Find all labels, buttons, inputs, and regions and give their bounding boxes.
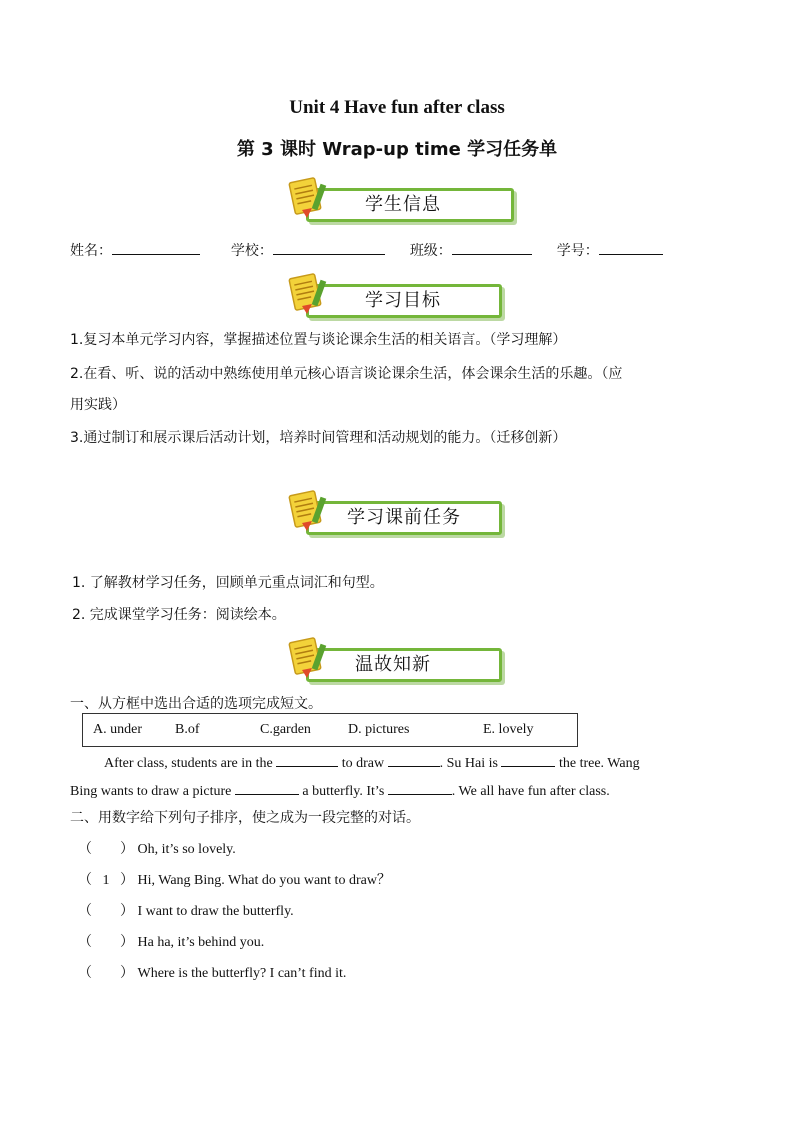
passage-blank-2[interactable]: [388, 752, 440, 767]
section-banner-review: [286, 636, 516, 680]
passage-blank-1[interactable]: [276, 752, 338, 767]
dialogue-item: （ 1 ） Hi, Wang Bing. What do you want to draw？: [78, 871, 391, 891]
dialogue-item: （ ） Ha ha, it’s behind you.: [78, 935, 265, 950]
class-blank[interactable]: [452, 240, 532, 255]
passage-blank-3[interactable]: [501, 752, 555, 767]
exercise2-instruction: 二、用数字给下列句子排序，使之成为一段完整的对话。: [70, 810, 420, 826]
notepad-pencil-icon: [286, 636, 332, 682]
document-title: Unit 4 Have fun after class: [289, 97, 505, 118]
option-a: A. under: [93, 722, 142, 737]
passage-line-2: Bing wants to draw a picture a butterfly. It’s . We all have fun after class.: [70, 780, 610, 802]
student-number-blank[interactable]: [599, 240, 663, 255]
notepad-pencil-icon: [286, 489, 332, 535]
dialogue-item: （ ） Where is the butterfly? I can’t find it.: [78, 966, 347, 981]
name-blank[interactable]: [112, 240, 200, 255]
school-label: 学校：: [230, 243, 273, 259]
dialogue-text: Oh, it’s so lovely.: [137, 842, 236, 857]
passage-blank-5[interactable]: [388, 780, 452, 795]
dialogue-text: Ha ha, it’s behind you.: [137, 935, 265, 950]
section-banner-goals: [286, 272, 516, 316]
passage-blank-4[interactable]: [235, 780, 299, 795]
options-box: [82, 713, 578, 747]
name-label: 姓名：: [70, 243, 112, 259]
dialogue-text: I want to draw the butterfly.: [137, 904, 294, 919]
exercise1-instruction: 一、从方框中选出合适的选项完成短文。: [70, 696, 322, 712]
student-number-label: 学号：: [556, 243, 599, 259]
section-label: 学习课前任务: [347, 507, 461, 528]
dialogue-item: （ ） Oh, it’s so lovely.: [78, 842, 236, 857]
document-subtitle: 第 3 课时 Wrap-up time 学习任务单: [236, 139, 558, 160]
order-number[interactable]: 1: [102, 873, 110, 888]
notepad-pencil-icon: [286, 272, 332, 318]
goal-2: 2.在看、听、说的活动中熟练使用单元核心语言谈论课余生活，体会课余生活的乐趣。（应: [70, 366, 623, 382]
student-info-row: [70, 240, 663, 261]
pre-task-1: 1. 了解教材学习任务，回顾单元重点词汇和句型。: [72, 575, 384, 591]
section-label: 学习目标: [365, 290, 441, 311]
passage-line-1: After class, students are in the to draw . Su Hai is the tree. Wang: [104, 752, 640, 774]
dialogue-text: Where is the butterfly? I can’t find it.: [137, 966, 347, 981]
section-banner-pre-tasks: [286, 489, 516, 533]
section-label: 温故知新: [355, 654, 431, 675]
section-banner-student-info: [286, 176, 516, 220]
option-e: E. lovely: [483, 722, 534, 737]
pre-task-2: 2. 完成课堂学习任务：阅读绘本。: [72, 607, 286, 623]
goal-1: 1.复习本单元学习内容，掌握描述位置与谈论课余生活的相关语言。（学习理解）: [70, 332, 567, 348]
dialogue-text: Hi, Wang Bing. What do you want to draw？: [137, 873, 391, 888]
section-label: 学生信息: [365, 194, 441, 215]
notepad-pencil-icon: [286, 176, 332, 222]
option-d: D. pictures: [348, 722, 410, 737]
school-blank[interactable]: [273, 240, 385, 255]
goal-3: 3.通过制订和展示课后活动计划，培养时间管理和活动规划的能力。（迁移创新）: [70, 430, 567, 446]
option-b: B.of: [175, 722, 200, 737]
option-c: C.garden: [260, 722, 311, 737]
dialogue-item: （ ） I want to draw the butterfly.: [78, 904, 294, 919]
class-label: 班级：: [409, 243, 452, 259]
goal-2-cont: 用实践）: [70, 397, 126, 413]
